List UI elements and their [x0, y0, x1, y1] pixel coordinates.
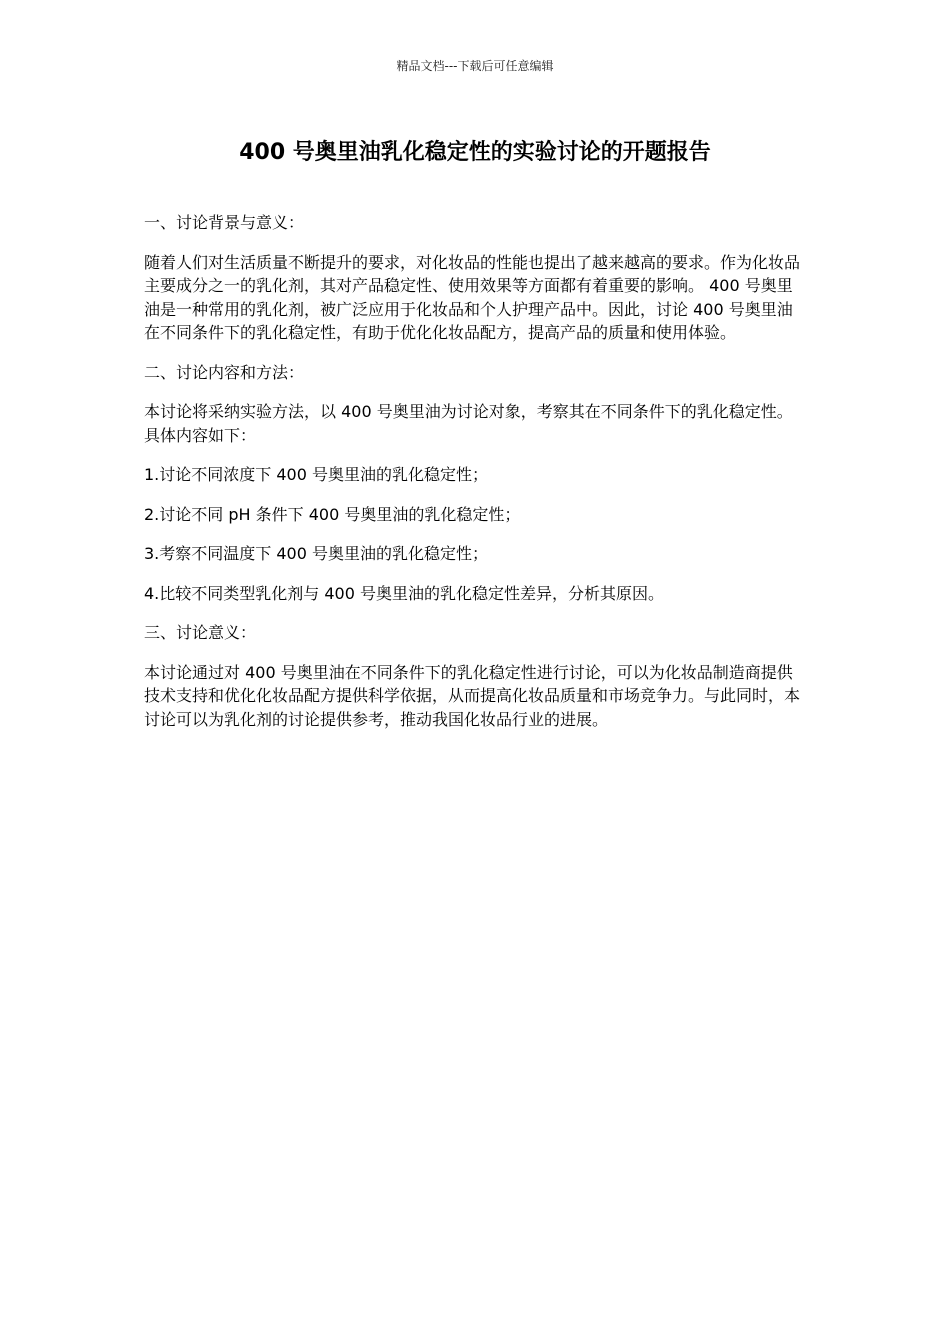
list-item-comparison: 4.比较不同类型乳化剂与 400 号奥里油的乳化稳定性差异，分析其原因。	[144, 583, 664, 603]
paragraph-background: 随着人们对生活质量不断提升的要求，对化妆品的性能也提出了越来越高的要求。作为化妆品主要成分之一的乳化剂，其对产品稳定性、使用效果等方面都有着重要的影响。 400 号奥里油是一种常用的乳化剂，被广泛应用于化妆品和个人护理产品中。因此，讨论 400 号奥里油在不同条件下的乳化稳定性，有助于优化化妆品配方，提高产品的质量和使用体验。	[144, 252, 801, 342]
paragraph-significance: 本讨论通过对 400 号奥里油在不同条件下的乳化稳定性进行讨论，可以为化妆品制造商提供技术支持和优化化妆品配方提供科学依据，从而提高化妆品质量和市场竞争力。与此同时，本讨论可以为乳化剂的讨论提供参考，推动我国化妆品行业的进展。	[144, 662, 801, 729]
list-item-ph: 2.讨论不同 pH 条件下 400 号奥里油的乳化稳定性；	[144, 504, 521, 524]
section-heading-content-method: 二、讨论内容和方法：	[144, 362, 305, 382]
list-item-temperature: 3.考察不同温度下 400 号奥里油的乳化稳定性；	[144, 544, 488, 563]
section-heading-significance: 三、讨论意义：	[144, 623, 257, 642]
paragraph-content-method: 本讨论将采纳实验方法，以 400 号奥里油为讨论对象，考察其在不同条件下的乳化稳定性。具体内容如下：	[144, 402, 793, 445]
page-header: 精品文档---下载后可任意编辑	[396, 59, 554, 73]
document-body	[144, 211, 806, 747]
list-item-concentration: 1.讨论不同浓度下 400 号奥里油的乳化稳定性；	[144, 465, 488, 484]
section-heading-background: 一、讨论背景与意义：	[144, 213, 305, 232]
document-title: 400 号奥里油乳化稳定性的实验讨论的开题报告	[239, 140, 711, 165]
